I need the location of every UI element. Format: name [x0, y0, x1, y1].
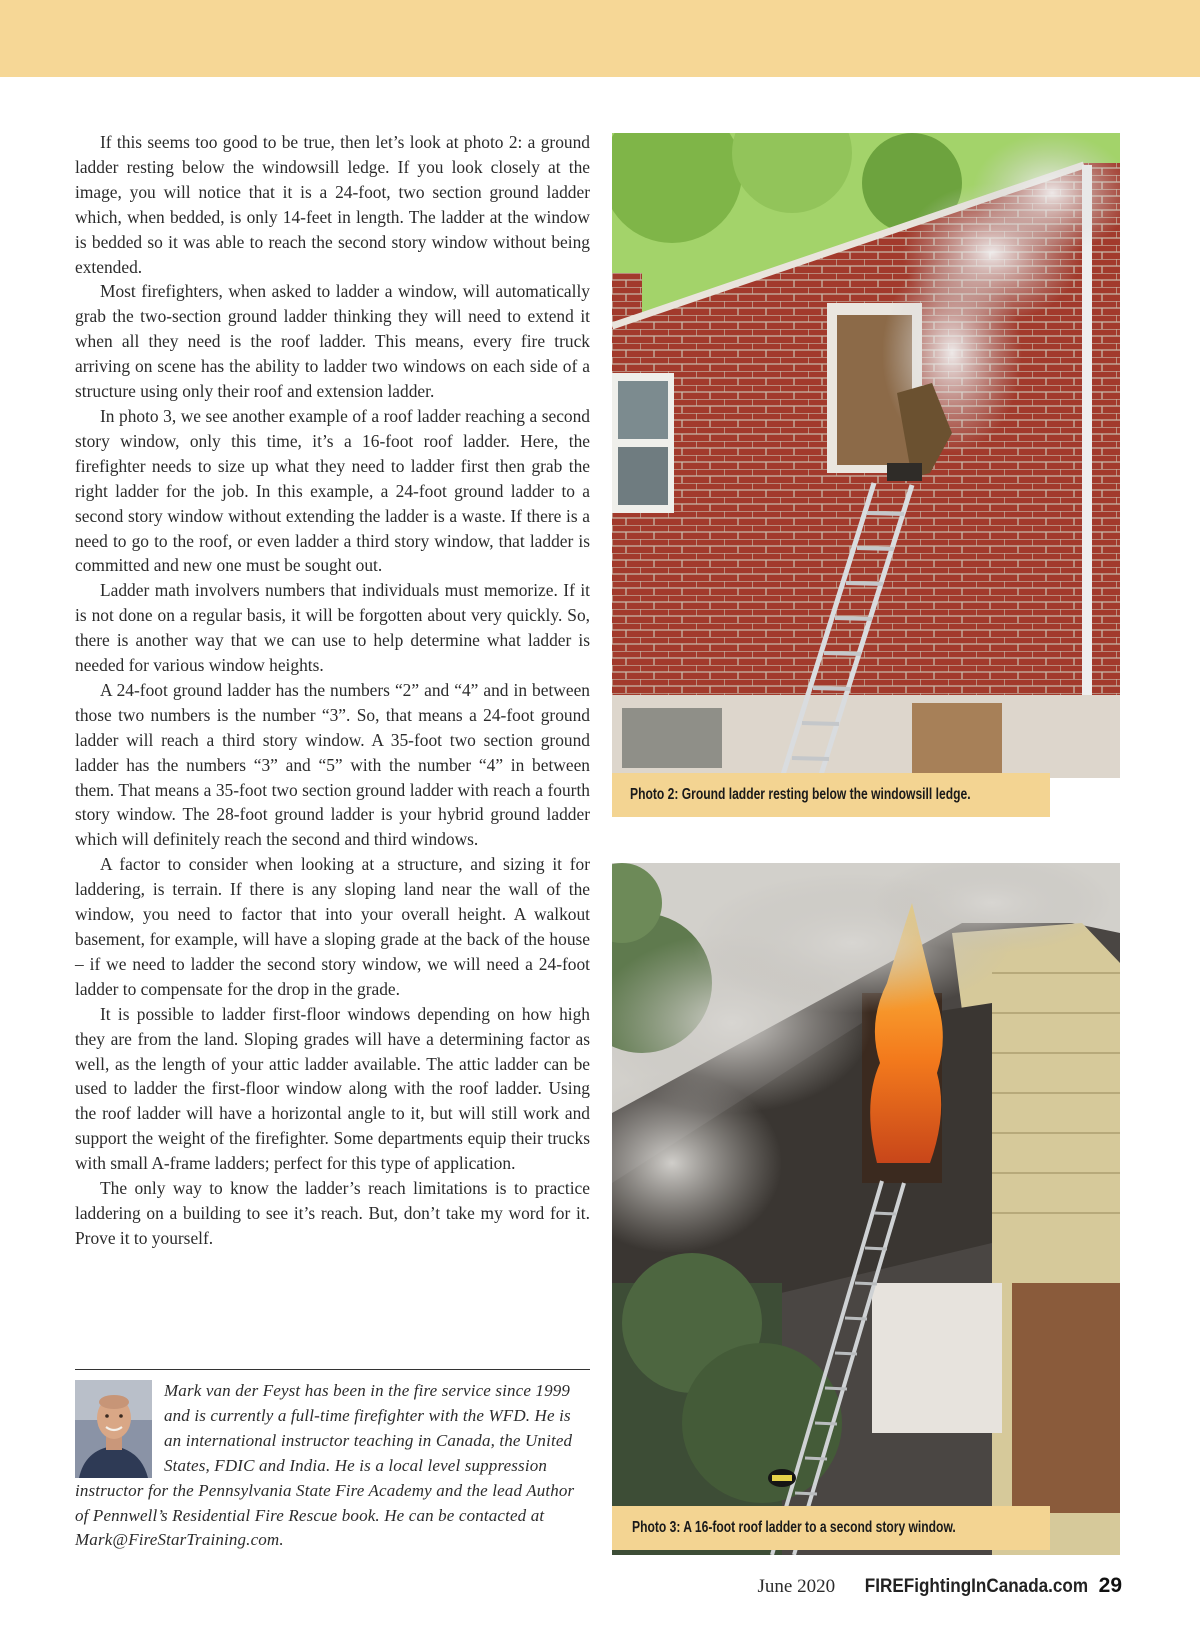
photo-3-roof-ladder-fire	[612, 863, 1120, 1555]
photo-2-caption: Photo 2: Ground ladder resting below the windowsill ledge.	[612, 773, 1050, 817]
photo-2-ladder-window	[612, 133, 1120, 778]
top-color-band	[0, 0, 1200, 77]
article-body	[75, 130, 590, 1251]
bio-divider	[75, 1369, 590, 1370]
author-bio	[75, 1379, 590, 1553]
magazine-website: FIREFightingInCanada.com	[864, 1576, 1088, 1597]
issue-date: June 2020	[757, 1576, 836, 1597]
photo-3-caption: Photo 3: A 16-foot roof ladder to a second story window.	[612, 1506, 1050, 1550]
article-paragraph: A factor to consider when looking at a structure, and sizing it for laddering, is terrain. If there is any sloping land near the wall of the window, you need to factor that into your overall height. A walkout basement, for example, will have a sloping grade at the back of the house – if we need to ladder the second story window, we will need a 24-foot ladder to compensate for the drop in the grade.	[75, 854, 590, 999]
bio-photo-spacer	[75, 1379, 164, 1477]
article-paragraph: The only way to know the ladder’s reach limitations is to practice laddering on a building to see it’s reach. But, don’t take my word for it. Prove it to yourself.	[75, 1178, 590, 1248]
article-paragraph: A 24-foot ground ladder has the numbers “2” and “4” and in between those two numbers is the number “3”. So, that means a 24-foot ground ladder will reach a third story window. A 35-foot two section ground ladder has the numbers “3” and “5” with the number “4” in between them. That means a 35-foot two section ground ladder with reach a fourth story window. The 28-foot ground ladder is your hybrid ground ladder which will definitely reach the second and third windows.	[75, 679, 590, 850]
article-paragraph: Most firefighters, when asked to ladder a window, will automatically grab the two-section ground ladder thinking they will need to extend it when all they need is the roof ladder. This means, every fire truck arriving on scene has the ability to ladder two windows on each side of a structure using only their roof and extension ladder.	[75, 281, 590, 402]
article-paragraph: Ladder math involvers numbers that individuals must memorize. If it is not done on a regular basis, it will be forgotten about very quickly. So, there is another way that we can use to help determine what ladder is needed for various window heights.	[75, 580, 590, 676]
page-number: 29	[1098, 1574, 1122, 1597]
page-footer	[758, 1574, 1123, 1598]
article-paragraph: In photo 3, we see another example of a roof ladder reaching a second story window, only this time, it’s a 16-foot roof ladder. Here, the firefighter needs to size up what they need to ladder first then grab the right ladder for the job. In this example, a 24-foot ground ladder to a second story window without extending the ladder is a waste. If there is a need to go to the roof, or even ladder a third story window, that ladder is committed and new one must be sought out.	[75, 405, 590, 576]
article-paragraph: It is possible to ladder first-floor windows depending on how high they are from the land. Sloping grades will have a determining factor as well, as the length of your attic ladder available. The attic ladder can be used to ladder the first-floor window along with the roof ladder. Using the roof ladder will have a horizontal angle to it, but will still work and support the weight of the firefighter. Some departments equip their trucks with small A-frame ladders; perfect for this type of application.	[75, 1003, 590, 1174]
article-paragraph: If this seems too good to be true, then let’s look at photo 2: a ground ladder resting below the windowsill ledge. If you look closely at the image, you will notice that it is a 24-foot, two section ground ladder which, when bedded, is only 14-feet in length. The ladder at the window is bedded so it was able to reach the second story window without being extended.	[75, 132, 590, 277]
author-bio-text: Mark van der Feyst has been in the fire service since 1999 and is currently a full-time firefighter with the WFD. He is an international instructor teaching in Canada, the United States, FDIC and India. He is a local level suppression instructor for the Pennsylvania State Fire Academy and the lead Author of Pennwell’s Residential Fire Rescue book. He can be contacted at Mark@FireStarTraining.com.	[75, 1381, 575, 1550]
